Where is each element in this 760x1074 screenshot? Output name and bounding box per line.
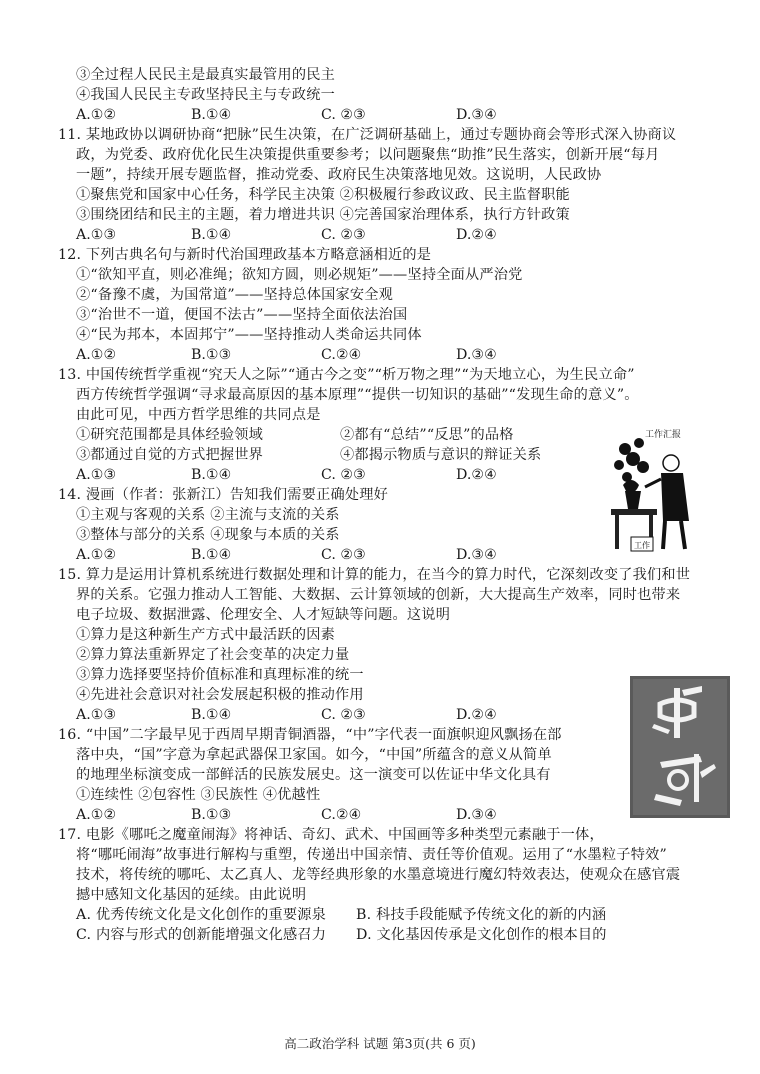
q11-options: [76, 226, 616, 245]
q15-stem-line-1: 15. 算力是运用计算机系统进行数据处理和计算的能力，在当今的算力时代，它深刻改变了我们和世: [58, 567, 691, 583]
q14-options: [76, 546, 616, 565]
q14-statements-3-4: ③整体与部分的关系 ④现象与本质的关系: [76, 527, 340, 543]
option-d[interactable]: D.②④: [456, 467, 497, 483]
q13-statement-1: ①研究范围都是具体经验领域: [76, 427, 264, 443]
cartoon-caption-bottom: 工作: [634, 541, 650, 550]
option-a[interactable]: A.①③: [76, 227, 117, 243]
q17-stem-line-2: 将“哪吒闹海”故事进行解构与重塑，传递出中国亲情、责任等价值观。运用了“水墨粒子特效”: [76, 847, 667, 863]
q10-options: [76, 106, 616, 125]
option-b[interactable]: B.①④: [191, 547, 232, 563]
q16-stem-line-2: 落中央，“国”字意为拿起武器保卫家国。如今，“中国”所蕴含的意义从简单: [76, 747, 552, 763]
q15-stem-line-2: 界的关系。它强力推动人工智能、大数据、云计算领域的创新，大大提高生产效率，同时也带来: [76, 587, 681, 603]
q14-cartoon-image: [605, 425, 700, 555]
q17-stem-line-1: 17. 电影《哪吒之魔童闹海》将神话、奇幻、武术、中国画等多种类型元素融于一体，: [58, 827, 604, 843]
q12-options: [76, 346, 616, 365]
option-a[interactable]: A.①②: [76, 347, 117, 363]
q17-stem-line-3: 技术，将传统的哪吒、太乙真人、龙等经典形象的水墨意境进行魔幻特效表达，使观众在感官震: [76, 867, 681, 883]
option-a[interactable]: A.①②: [76, 807, 117, 823]
option-b[interactable]: B.①④: [191, 107, 232, 123]
cartoon-caption-top: 工作汇报: [644, 430, 682, 440]
q13-statement-3: ③都通过自觉的方式把握世界: [76, 447, 264, 463]
q15-statement-3: ③算力选择要坚持价值标准和真理标准的统一: [76, 667, 364, 683]
q17-stem-line-4: 撼中感知文化基因的延续。由此说明: [76, 887, 307, 903]
q11-statements-1-2: ①聚焦党和国家中心任务，科学民主决策 ②积极履行参政议政、民主监督职能: [76, 187, 570, 203]
q10-statement-3: ③全过程人民民主是最真实最管用的民主: [76, 67, 335, 83]
q15-stem-line-3: 电子垃圾、数据泄露、伦理安全、人才短缺等问题。这说明: [76, 607, 451, 623]
option-a[interactable]: A.①②: [76, 107, 117, 123]
option-d[interactable]: D.②④: [456, 227, 497, 243]
q13-stem-line-1: 13. 中国传统哲学重视“究天人之际”“通古今之变”“析万物之理”“为天地立心，为生民立命”: [58, 367, 635, 383]
q16-statements: ①连续性 ②包容性 ③民族性 ④优越性: [76, 787, 321, 803]
q14-statements-1-2: ①主观与客观的关系 ②主流与支流的关系: [76, 507, 340, 523]
page-footer: 高二政治学科 试题 第3页(共 6 页): [284, 1036, 476, 1051]
option-d[interactable]: D.③④: [456, 547, 497, 563]
option-c[interactable]: C. ②③: [321, 547, 366, 563]
q15-statement-1: ①算力是这种新生产方式中最活跃的因素: [76, 627, 335, 643]
option-c[interactable]: C.②④: [321, 807, 362, 823]
q12-statement-2: ②“备豫不虞，为国常道”——坚持总体国家安全观: [76, 287, 394, 303]
q14-stem: 14. 漫画（作者：张新江）告知我们需要正确处理好: [58, 487, 389, 503]
option-a[interactable]: A.①③: [76, 707, 117, 723]
q11-stem-line-1: 11. 某地政协以调研协商“把脉”民生决策，在广泛调研基础上，通过专题协商会等形式深入协商议: [58, 127, 677, 143]
option-a[interactable]: A.①③: [76, 467, 117, 483]
q13-options: [76, 466, 616, 485]
q13-stem-line-3: 由此可见，中西方哲学思维的共同点是: [76, 407, 321, 423]
q15-statement-2: ②算力算法重新界定了社会变革的决定力量: [76, 647, 350, 663]
option-b[interactable]: B.①④: [191, 227, 232, 243]
q13-stem-line-2: 西方传统哲学强调“寻求最高原因的基本原理”“提供一切知识的基础”“发现生命的意义”。: [76, 387, 639, 403]
option-c[interactable]: C. ②③: [321, 227, 366, 243]
q15-statement-4: ④先进社会意识对社会发展起积极的推动作用: [76, 687, 364, 703]
q13-statement-4: ④都揭示物质与意识的辩证关系: [340, 447, 542, 463]
q17-option-b[interactable]: B. 科技手段能赋予传统文化的新的内涵: [356, 907, 607, 923]
option-b[interactable]: B.①③: [191, 807, 232, 823]
q12-stem: 12. 下列古典名句与新时代治国理政基本方略意涵相近的是: [58, 247, 432, 263]
option-d[interactable]: D.③④: [456, 107, 497, 123]
q10-statement-4: ④我国人民民主专政坚持民主与专政统一: [76, 87, 335, 103]
q17-option-c[interactable]: C. 内容与形式的创新能增强文化感召力: [76, 927, 327, 943]
option-d[interactable]: D.③④: [456, 347, 497, 363]
q11-stem-line-3: 一题”，持续开展专题监督，推动党委、政府民生决策落地见效。这说明，人民政协: [76, 167, 602, 183]
q17-option-a[interactable]: A. 优秀传统文化是文化创作的重要源泉: [76, 907, 327, 923]
q12-statement-1: ①“欲知平直，则必准绳；欲知方圆，则必规矩”——坚持全面从严治党: [76, 267, 523, 283]
q16-stem-line-1: 16. “中国”二字最早见于西周早期青铜酒器，“中”字代表一面旗帜迎风飘扬在部: [58, 727, 562, 743]
q16-bronze-inscription-image: [630, 676, 730, 818]
q11-statements-3-4: ③围绕团结和民主的主题，着力增进共识 ④完善国家治理体系，执行方针政策: [76, 207, 570, 223]
q13-statement-2: ②都有“总结”“反思”的品格: [340, 427, 514, 443]
q16-stem-line-3: 的地理坐标演变成一部鲜活的民族发展史。这一演变可以佐证中华文化具有: [76, 767, 551, 783]
q12-statement-3: ③“治世不一道，便国不法古”——坚持全面依法治国: [76, 307, 408, 323]
option-c[interactable]: C. ②③: [321, 707, 366, 723]
option-b[interactable]: B.①④: [191, 467, 232, 483]
option-d[interactable]: D.③④: [456, 807, 497, 823]
option-c[interactable]: C.②④: [321, 347, 362, 363]
option-b[interactable]: B.①④: [191, 707, 232, 723]
option-c[interactable]: C. ②③: [321, 107, 366, 123]
option-d[interactable]: D.②④: [456, 707, 497, 723]
q16-options: [76, 806, 616, 825]
option-c[interactable]: C. ②③: [321, 467, 366, 483]
option-a[interactable]: A.①②: [76, 547, 117, 563]
q12-statement-4: ④“民为邦本，本固邦宁”——坚持推动人类命运共同体: [76, 327, 422, 343]
q15-options: [76, 706, 616, 725]
q17-option-d[interactable]: D. 文化基因传承是文化创作的根本目的: [356, 927, 607, 943]
q11-stem-line-2: 政，为党委、政府优化民生决策提供重要参考；以问题聚焦“助推”民生落实，创新开展“每月: [76, 147, 660, 163]
option-b[interactable]: B.①③: [191, 347, 232, 363]
